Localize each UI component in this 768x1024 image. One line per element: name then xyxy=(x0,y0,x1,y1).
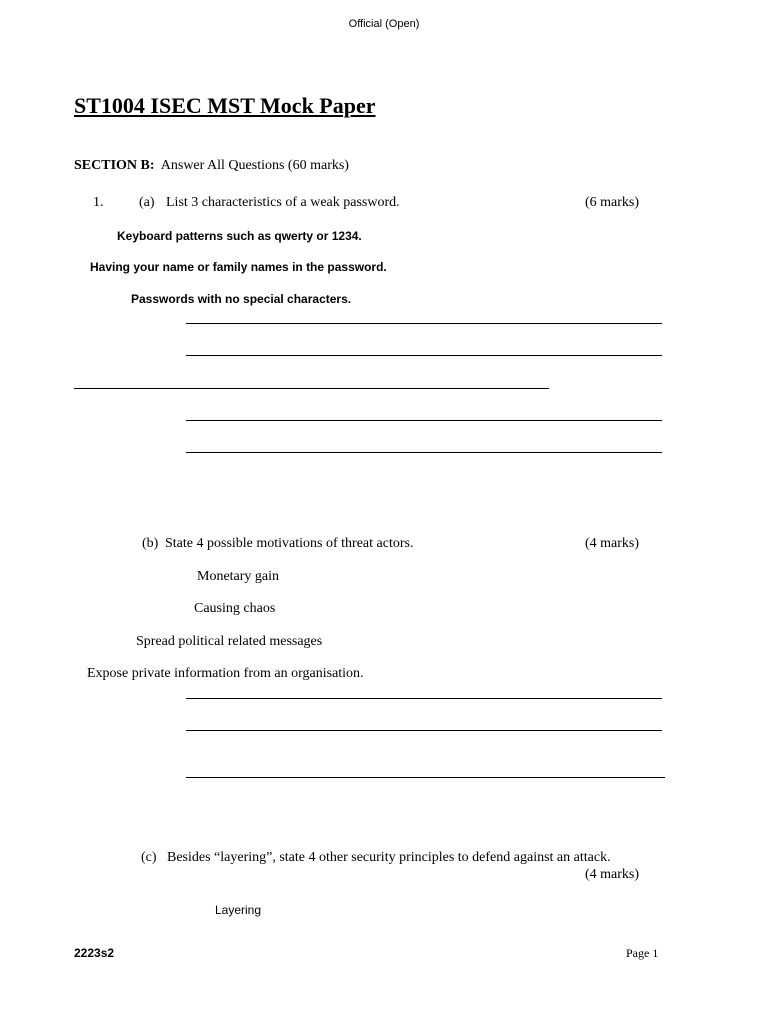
part-a-question: List 3 characteristics of a weak password. xyxy=(166,195,400,210)
section-heading xyxy=(74,158,349,174)
part-c-label: (c) xyxy=(141,850,157,865)
classification-label: Official (Open) xyxy=(348,18,420,30)
section-label: SECTION B: xyxy=(74,158,155,173)
answer-line xyxy=(74,388,549,389)
question-number: 1. xyxy=(93,195,104,210)
part-b-label: (b) xyxy=(142,536,159,551)
part-b-answer-1: Monetary gain xyxy=(197,569,280,584)
part-c-question: Besides “layering”, state 4 other security principles to defend against an attack. xyxy=(167,850,611,865)
part-b-question: State 4 possible motivations of threat actors. xyxy=(165,536,414,551)
answer-line xyxy=(186,777,665,778)
part-a-answer-3: Passwords with no special characters. xyxy=(131,292,352,306)
footer-page-number: Page 1 xyxy=(626,946,659,960)
part-b-answer-3: Spread political related messages xyxy=(136,634,323,649)
answer-line xyxy=(186,698,662,699)
answer-line xyxy=(186,730,662,731)
part-a-label: (a) xyxy=(139,195,155,210)
part-a-answer-1: Keyboard patterns such as qwerty or 1234. xyxy=(117,229,362,243)
answer-line xyxy=(186,355,662,356)
part-a-answer-2: Having your name or family names in the password. xyxy=(90,260,387,274)
part-c-marks: (4 marks) xyxy=(585,867,640,882)
section-instruction: Answer All Questions (60 marks) xyxy=(160,158,349,173)
part-b-marks: (4 marks) xyxy=(585,536,640,551)
answer-line xyxy=(186,420,662,421)
answer-line xyxy=(186,452,662,453)
part-b-answer-4: Expose private information from an organisation. xyxy=(87,666,364,681)
page-title: ST1004 ISEC MST Mock Paper xyxy=(74,93,376,118)
footer-code: 2223s2 xyxy=(74,946,115,960)
part-a-marks: (6 marks) xyxy=(585,195,640,210)
answer-line xyxy=(186,323,662,324)
part-b-answer-2: Causing chaos xyxy=(194,601,276,616)
part-c-answer-1: Layering xyxy=(215,903,262,917)
